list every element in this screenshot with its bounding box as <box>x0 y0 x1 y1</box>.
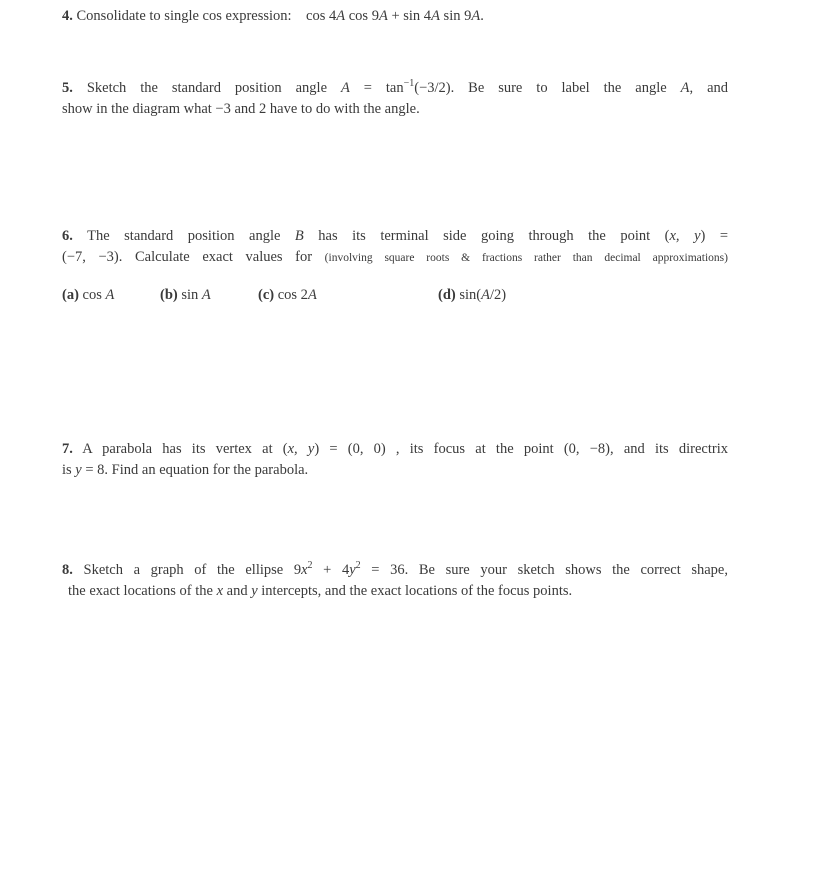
problem-7 <box>62 439 728 480</box>
problem-4-text: 4. Consolidate to single cos expression: cos 4A cos 9A + sin 4A sin 9A. <box>62 8 484 24</box>
problem-8 <box>62 560 728 601</box>
problem-5-text-line-1: 5. Sketch the standard position angle $A = \tan^{-1}(-3/2)$. Be sure to label the angle A, and <box>62 78 729 96</box>
problem-6-part-b: (b) sin A <box>160 287 211 303</box>
problem-6-part-c: (c) cos 2A <box>258 287 317 303</box>
problem-5 <box>62 78 728 119</box>
problem-6-text-line-1: 6. The standard position angle B has its terminal side going through the point (x, y) = <box>62 228 729 244</box>
problem-7-text-line-2: is y = 8. Find an equation for the parabola. <box>62 461 309 478</box>
problem-4 <box>62 6 728 27</box>
problem-6-part-a: (a) cos A <box>62 287 115 303</box>
problem-6 <box>62 226 728 309</box>
problem-6-part-d: (d) sin(A/2) <box>438 287 507 303</box>
problem-6-parts-row <box>62 287 728 309</box>
problem-8-text-line-1: 8. Sketch a graph of the ellipse $9x^2 + 4y^2 = 36$. Be sure your sketch shows the correct shape, <box>62 560 728 578</box>
problem-6-text-line-2: (−7, −3). Calculate exact values for (involving square roots & fractions rather than decimal approximations) <box>62 248 728 265</box>
problem-8-text-line-2: the exact locations of the x and y intercepts, and the exact locations of the focus points. <box>68 582 573 599</box>
problem-7-text-line-1: 7. A parabola has its vertex at (x, y) = (0, 0) , its focus at the point (0, −8), and its directrix <box>62 441 728 457</box>
problem-5-text-line-2: show in the diagram what −3 and 2 have to do with the angle. <box>62 100 420 117</box>
